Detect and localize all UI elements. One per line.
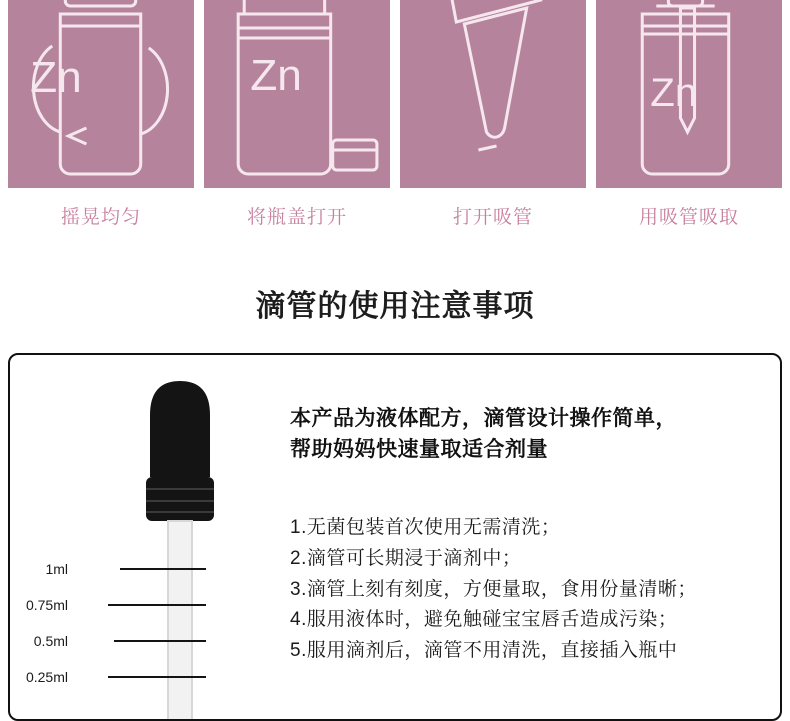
lead-line-1: 本产品为液体配方，滴管设计操作简单， xyxy=(290,407,677,430)
list-item: 1.无菌包装首次使用无需清洗； xyxy=(290,517,561,539)
dropper-notes-card xyxy=(8,353,782,721)
lead-line-2: 帮助妈妈快速量取适合剂量 xyxy=(290,438,548,462)
dropper-draw-icon xyxy=(596,0,782,188)
page-title: 滴管的使用注意事项 xyxy=(255,290,535,323)
step-3-label: 打开吸管 xyxy=(452,207,533,228)
svg-text:1ml: 1ml xyxy=(45,561,68,577)
notes-list xyxy=(290,513,762,667)
list-item: 4.服用液体时，避免触碰宝宝唇舌造成污染； xyxy=(290,609,678,631)
list-item: 5.服用滴剂后，滴管不用清洗，直接插入瓶中 xyxy=(290,640,678,662)
svg-text:0.25ml: 0.25ml xyxy=(25,669,68,685)
svg-text:Zn: Zn xyxy=(650,71,698,115)
step-2-label: 将瓶盖打开 xyxy=(246,207,347,228)
list-item: 3.滴管上刻有刻度，方便量取，食用份量清晰； xyxy=(290,578,697,600)
step-4-label: 用吸管吸取 xyxy=(638,207,739,228)
lead-paragraph xyxy=(290,403,762,465)
bottle-open-cap-icon xyxy=(204,0,390,188)
step-4 xyxy=(596,0,782,229)
svg-text:Zn: Zn xyxy=(30,53,82,102)
steps-strip xyxy=(0,0,790,229)
step-3 xyxy=(400,0,586,229)
svg-text:Zn: Zn xyxy=(250,51,302,100)
step-1 xyxy=(8,0,194,229)
dropper-illustration xyxy=(10,355,282,719)
list-item: 2.滴管可长期浸于滴剂中； xyxy=(290,547,522,569)
step-2 xyxy=(204,0,390,229)
svg-text:0.75ml: 0.75ml xyxy=(25,597,68,613)
step-1-label: 摇晃均匀 xyxy=(60,207,141,228)
dropper-open-icon xyxy=(400,0,586,188)
bottle-shake-icon xyxy=(8,0,194,188)
notes-text xyxy=(282,355,780,719)
svg-text:0.5ml: 0.5ml xyxy=(33,633,68,649)
